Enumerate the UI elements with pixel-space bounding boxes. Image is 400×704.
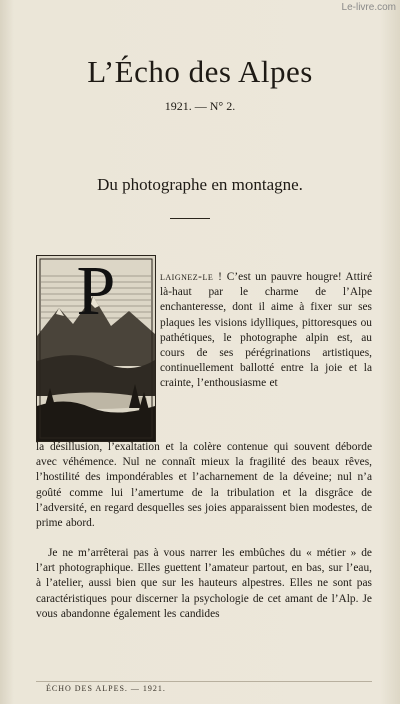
issue-number: 1921. — N° 2. [164,99,236,113]
footer-rule [36,681,372,682]
dropcap-letter: P [76,253,116,330]
lead-word: laignez-le ! [160,271,223,283]
title-rule [170,218,210,219]
watermark: Le-livre.com [341,2,396,13]
journal-title: L’Écho des Alpes [87,54,313,89]
running-footer: ÉCHO DES ALPES. — 1921. [46,684,166,693]
illustrated-dropcap [36,255,156,442]
article-title: Du photographe en montagne. [97,175,303,194]
paragraph-1-side [160,270,372,440]
paragraph-2: Je ne m’arrêterai pas à vous narrer les embûches du « métier » de l’art photographique. Elles guettent l’amateur partout, en bas, sur l’eau, à l’atelier, aussi bien que sur les hauteurs alpestres. Elles ne sont pas caractéristiques pour discerner la psychologie de cet amant de l’Alp. Je vous abandonne également les candides [36,547,372,620]
paragraph-1-side-text: C’est un pauvre hougre! Attiré là-haut par le charme de l’Alpe enchanteresse, dont il aime à fixer sur ses plaques les visions idylliques, pittoresques ou pathétiques, le photographe alpin est, au cours de ses pérégrinations artistiques, continuellement ballotté entre la joie et la crainte, l’enthousiasme et [160,271,372,390]
paragraph-1-continued: la désillusion, l’exaltation et la colère contenue qui souvent déborde avec véhémence. Nul ne connaît mieux la fragilité des beaux rêves, l’hostilité des impondérables et l’acharnement de la déveine; nul n’a goûté comme lui l’amertume de la tribulation et la disgrâce de l’adversité, en regard desquelles ses joies apparaissent bien modestes, de prime abord. [36,441,372,530]
